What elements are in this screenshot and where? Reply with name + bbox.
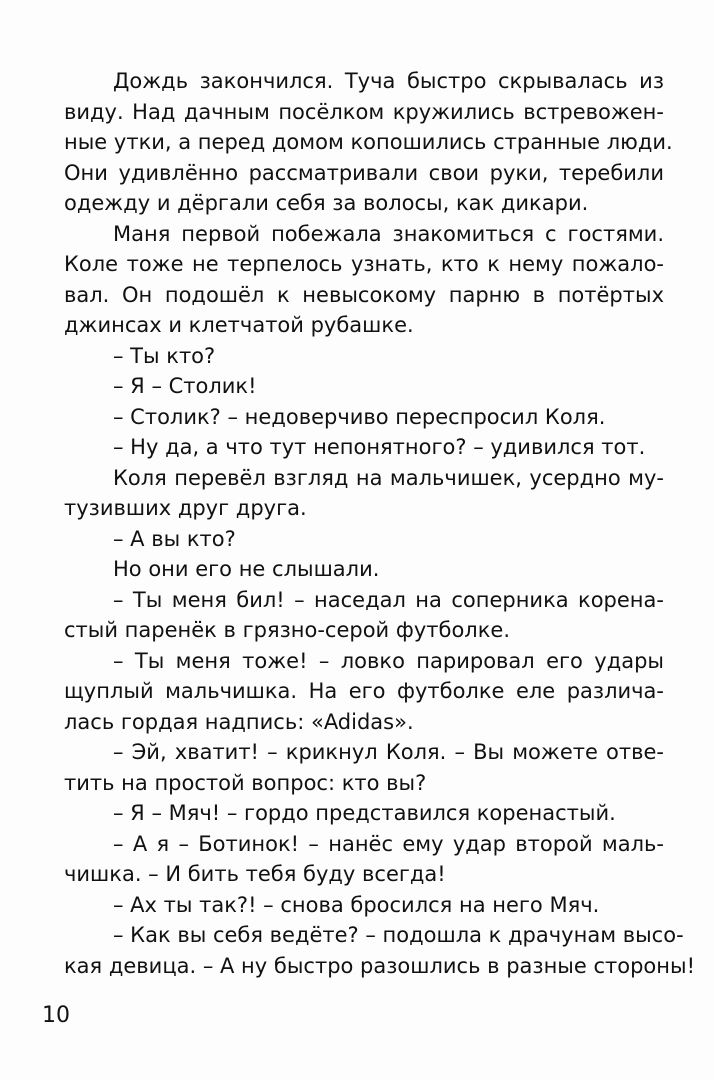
text-line: – Ты меня бил! – наседал на соперника корена-	[113, 587, 664, 612]
text-line: – Столик? – недоверчиво переспросил Коля.	[113, 404, 606, 429]
text-line: Коля перевёл взгляд на мальчишек, усердно му-	[113, 465, 664, 490]
text-line: тузивших друг друга.	[64, 496, 307, 520]
text-line: – Ты кто?	[113, 343, 216, 368]
text-line: одежду и дёргали себя за волосы, как дикари.	[64, 191, 589, 215]
paragraph-8	[64, 524, 664, 555]
text-line: Но они его не слышали.	[113, 557, 380, 581]
text-line: тить на простой вопрос: кто вы?	[64, 770, 427, 795]
paragraph-10	[64, 585, 664, 646]
text-line: Коле тоже не терпелось узнать, кто к нему пожало-	[64, 252, 664, 276]
paragraph-3	[64, 341, 664, 372]
text-line: Дождь закончился. Туча быстро скрывалась из	[113, 69, 664, 93]
paragraph-11	[64, 646, 664, 738]
text-line: стый паренёк в грязно-серой футболке.	[64, 618, 510, 642]
text-line: – Я – Столик!	[113, 374, 257, 398]
text-line: – Ну да, а что тут непонятного? – удивился тот.	[113, 435, 646, 459]
text-line: лась гордая надпись: «Adidas».	[64, 709, 414, 734]
text-line: – А я – Ботинок! – нанёс ему удар второй маль-	[113, 831, 664, 856]
paragraph-5	[64, 402, 664, 433]
text-line: щуплый мальчишка. На его футболке еле различа-	[64, 679, 664, 703]
paragraph-12	[64, 737, 664, 798]
paragraph-4	[64, 371, 664, 402]
paragraph-2	[64, 219, 664, 341]
paragraph-13	[64, 798, 664, 829]
text-line: вал. Он подошёл к невысокому парню в потёртых	[64, 282, 664, 307]
paragraph-6	[64, 432, 664, 463]
paragraph-9	[64, 554, 664, 585]
paragraph-14	[64, 829, 664, 890]
paragraph-15	[64, 890, 664, 921]
text-line: – Я – Мяч! – гордо представился коренастый.	[113, 801, 616, 825]
paragraph-16	[64, 920, 696, 981]
text-line: кая девица. – А ну быстро разошлись в разные стороны!	[64, 953, 696, 978]
paragraph-7	[64, 463, 664, 524]
text-line: ные утки, а перед домом копошились странные люди.	[64, 130, 673, 154]
text-line: чишка. – И бить тебя буду всегда!	[64, 862, 446, 886]
text-line: Маня первой побежала знакомиться с гостями.	[113, 221, 664, 246]
text-line: – Ах ты так?! – снова бросился на него Мяч.	[113, 892, 600, 917]
text-line: Они удивлённо рассматривали свои руки, теребили	[64, 160, 664, 185]
paragraph-1	[64, 66, 673, 219]
text-line: – Ты меня тоже! – ловко парировал его удары	[113, 648, 664, 673]
page-number: 10	[42, 1003, 70, 1028]
text-line: – Как вы себя ведёте? – подошла к драчунам высо-	[113, 923, 684, 947]
text-line: джинсах и клетчатой рубашке.	[64, 313, 414, 337]
text-line: – А вы кто?	[113, 526, 236, 551]
text-line: виду. Над дачным посёлком кружились встревожен-	[64, 99, 664, 124]
text-line: – Эй, хватит! – крикнул Коля. – Вы можете отве-	[113, 740, 664, 764]
story-text	[64, 66, 696, 981]
